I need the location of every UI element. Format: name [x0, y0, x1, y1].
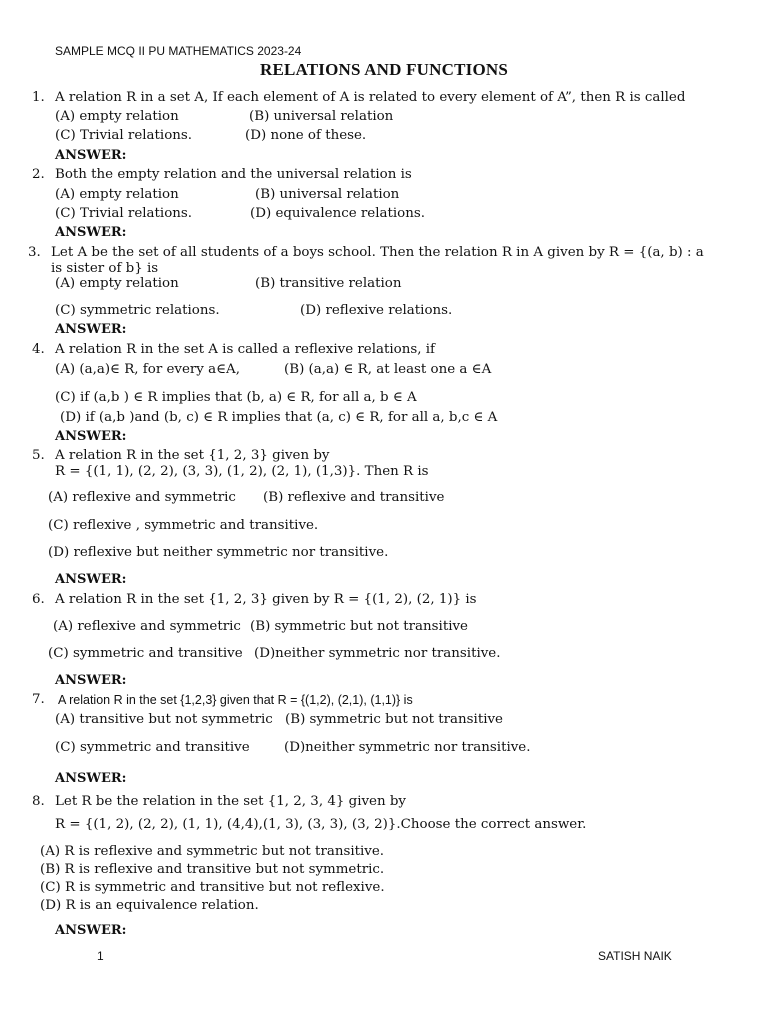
question-text-continued: is sister of b} is	[51, 261, 159, 276]
question-text: Let R be the relation in the set {1, 2, 3, 4} given by	[55, 794, 406, 809]
question-number: 8.	[32, 794, 45, 809]
option-d: (D) if (a,b )and (b, c) ∈ R implies that (a, c) ∈ R, for all a, b,c ∈ A	[60, 410, 498, 425]
option-b: (B) universal relation	[255, 187, 400, 202]
option-d: (D) reflexive but neither symmetric nor transitive.	[48, 545, 389, 560]
option-d: (D) equivalence relations.	[250, 206, 425, 221]
question-number: 4.	[32, 342, 45, 357]
question-number: 3.	[28, 245, 41, 260]
option-c: (C) R is symmetric and transitive but not reflexive.	[40, 880, 385, 895]
option-a: (A) transitive but not symmetric	[55, 712, 273, 727]
page-number: 1	[97, 949, 104, 963]
question-number: 2.	[32, 167, 45, 182]
question-text: A relation R in the set A is called a reflexive relations, if	[55, 342, 435, 357]
option-d: (D)neither symmetric nor transitive.	[284, 740, 531, 755]
question-text: A relation R in the set {1, 2, 3} given by R = {(1, 2), (2, 1)} is	[55, 592, 477, 607]
option-a: (A) empty relation	[55, 276, 179, 291]
option-b: (B) symmetric but not transitive	[285, 712, 503, 727]
option-c: (C) symmetric and transitive	[48, 646, 243, 661]
option-d: (D) none of these.	[245, 128, 367, 143]
answer-label: ANSWER:	[55, 322, 127, 337]
answer-label: ANSWER:	[55, 148, 127, 163]
option-a: (A) (a,a)∈ R, for every a∈A,	[55, 362, 240, 377]
option-c: (C) reflexive , symmetric and transitive.	[48, 518, 319, 533]
option-d: (D) R is an equivalence relation.	[40, 898, 259, 913]
question-text-continued: R = {(1, 1), (2, 2), (3, 3), (1, 2), (2, 1), (1,3)}. Then R is	[55, 464, 429, 479]
option-c: (C) Trivial relations.	[55, 206, 193, 221]
option-a: (A) empty relation	[55, 187, 179, 202]
option-c: (C) symmetric and transitive	[55, 740, 250, 755]
question-number: 6.	[32, 592, 45, 607]
option-c: (C) Trivial relations.	[55, 128, 193, 143]
option-b: (B) (a,a) ∈ R, at least one a ∈A	[284, 362, 492, 377]
option-b: (B) reflexive and transitive	[263, 490, 445, 505]
option-a: (A) reflexive and symmetric	[48, 490, 236, 505]
option-b: (B) transitive relation	[255, 276, 402, 291]
answer-label: ANSWER:	[55, 429, 127, 444]
question-text: A relation R in a set A, If each element of A is related to every element of A”, then R is called	[55, 90, 686, 105]
answer-label: ANSWER:	[55, 225, 127, 240]
answer-label: ANSWER:	[55, 572, 127, 587]
option-c: (C) symmetric relations.	[55, 303, 220, 318]
option-c: (C) if (a,b ) ∈ R implies that (b, a) ∈ R, for all a, b ∈ A	[55, 390, 417, 405]
option-a: (A) reflexive and symmetric	[53, 619, 241, 634]
option-a: (A) R is reflexive and symmetric but not transitive.	[40, 844, 385, 859]
question-text: Let A be the set of all students of a boys school. Then the relation R in A given by R = {(a, b) : a	[51, 245, 704, 260]
question-number: 5.	[32, 448, 45, 463]
option-b: (B) symmetric but not transitive	[250, 619, 468, 634]
option-d: (D) reflexive relations.	[300, 303, 453, 318]
question-text: Both the empty relation and the universal relation is	[55, 167, 412, 182]
author-name: SATISH NAIK	[598, 949, 672, 963]
answer-label: ANSWER:	[55, 923, 127, 938]
question-number: 7.	[32, 692, 45, 707]
question-text-continued: R = {(1, 2), (2, 2), (1, 1), (4,4),(1, 3), (3, 3), (3, 2)}.Choose the correct answer.	[55, 817, 587, 832]
document-header: SAMPLE MCQ II PU MATHEMATICS 2023-24	[55, 44, 302, 58]
option-a: (A) empty relation	[55, 109, 179, 124]
page-title: RELATIONS AND FUNCTIONS	[260, 60, 508, 79]
answer-label: ANSWER:	[55, 771, 127, 786]
option-d: (D)neither symmetric nor transitive.	[254, 646, 501, 661]
question-number: 1.	[32, 90, 45, 105]
option-b: (B) universal relation	[249, 109, 394, 124]
option-b: (B) R is reflexive and transitive but not symmetric.	[40, 862, 385, 877]
answer-label: ANSWER:	[55, 673, 127, 688]
question-text: A relation R in the set {1,2,3} given that R = {(1,2), (2,1), (1,1)} is	[58, 693, 413, 707]
question-text: A relation R in the set {1, 2, 3} given by	[55, 448, 330, 463]
